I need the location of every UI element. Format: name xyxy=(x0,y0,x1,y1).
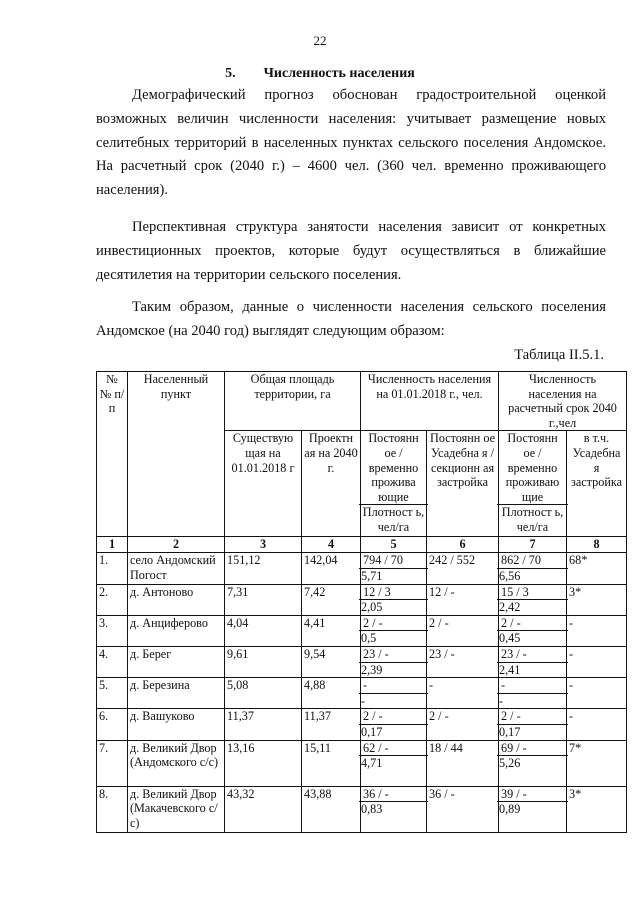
header-pop2018-density: Плотност ь, чел/га xyxy=(359,504,428,534)
table-caption: Таблица II.5.1. xyxy=(514,347,604,363)
header-area-project: Проектн ая на 2040 г. xyxy=(302,431,361,537)
table-row: 4. д. Берег 9,61 9,54 23 / - 2,39 23 / - 23 / - 2,41 - xyxy=(97,646,627,677)
header-num: № № п/п xyxy=(97,372,128,537)
table-row: 7. д. Великий Двор (Андомского с/с) 13,16 15,11 62 / - 4,71 18 / 44 69 / - 5,26 7* xyxy=(97,740,627,786)
page-number: 22 xyxy=(313,33,327,48)
header-pop2040-density: Плотност ь, чел/га xyxy=(497,504,568,534)
section-title: Численность населения xyxy=(263,66,415,81)
column-index-row: 1 2 3 4 5 6 7 8 xyxy=(97,537,627,553)
header-pop2040-estate: в т.ч. Усадебна я застройка xyxy=(567,431,627,537)
table-row: 2. д. Антоново 7,31 7,42 12 / 3 2,05 12 / - 15 / 3 2,42 3* xyxy=(97,584,627,615)
table-row: 6. д. Вашуково 11,37 11,37 2 / - 0,17 2 / - 2 / - 0,17 - xyxy=(97,709,627,740)
paragraph-table-intro: Таким образом, данные о численности населения сельского поселения Андомское (на 2040 год) выглядят следующим образом: xyxy=(96,299,606,339)
table-row: 8. д. Великий Двор (Макачевского с/с) 43,32 43,88 36 / - 0,83 36 / - 39 / - 0,89 3* xyxy=(97,786,627,832)
table-row: 1. село Андомский Погост 151,12 142,04 794 / 70 5,71 242 / 552 862 / 70 6,56 68* xyxy=(97,553,627,584)
section-heading xyxy=(0,66,640,82)
header-pop2018-permanent: Постоянн ое / временно прожива ющие Плотност ь, чел/га xyxy=(361,431,427,537)
paragraph-demographic-forecast: Демографический прогноз обоснован градостроительной оценкой возможных величин численности населения: учитывает размещение новых селитебных территорий в населенных пунктах сельского поселения Андомское. На расчетный срок (2040 г.) – 4600 чел. (360 чел. временно проживающего населения). xyxy=(96,87,606,199)
header-settlement: Населенный пункт xyxy=(128,372,225,537)
header-area-existing: Существую щая на 01.01.2018 г xyxy=(225,431,302,537)
table-row: 3. д. Анциферово 4,04 4,41 2 / - 0,5 2 / - 2 / - 0,45 - xyxy=(97,615,627,646)
header-pop2018-estate: Постоянн ое Усадебна я / секционн ая застройка xyxy=(427,431,499,537)
paragraph-employment-structure: Перспективная структура занятости населения зависит от конкретных инвестиционных проектов, которые будут осуществляться в ближайшие десятилетия на территории сельского поселения. xyxy=(96,219,606,283)
header-pop2040: Численность населения на расчетный срок 2040 г.,чел xyxy=(499,372,627,431)
header-area: Общая площадь территории, га xyxy=(225,372,361,431)
header-pop2040-permanent: Постоянн ое / временно проживаю щие Плотност ь, чел/га xyxy=(499,431,567,537)
population-table xyxy=(96,371,627,833)
table-row: 5. д. Березина 5,08 4,88 - - - - - - xyxy=(97,678,627,709)
section-number: 5. xyxy=(225,66,236,81)
header-pop2018: Численность населения на 01.01.2018 г., чел. xyxy=(361,372,499,431)
